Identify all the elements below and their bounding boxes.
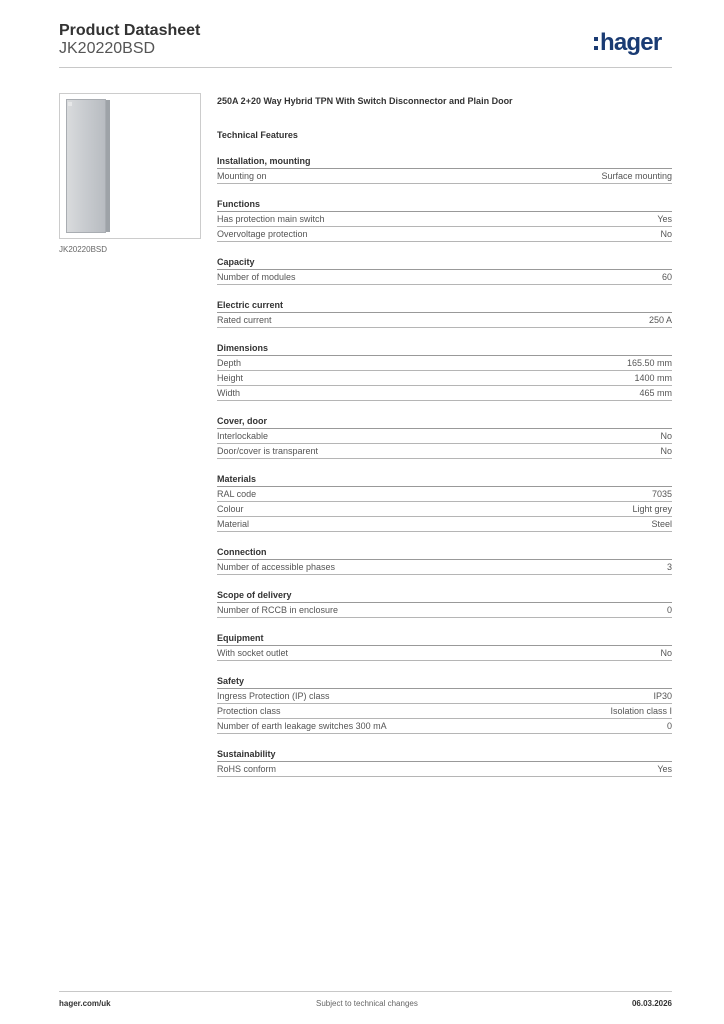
enclosure-hinge — [68, 102, 72, 106]
spec-value: 0 — [666, 721, 672, 731]
spec-row — [217, 487, 672, 502]
spec-value: No — [660, 229, 672, 239]
spec-section — [217, 474, 672, 532]
spec-value: 7035 — [651, 489, 672, 499]
image-caption: JK20220BSD — [59, 245, 108, 254]
spec-row — [217, 429, 672, 444]
spec-section — [217, 199, 672, 242]
product-code: JK20220BSD — [59, 40, 156, 57]
spec-section — [217, 257, 672, 285]
spec-section — [217, 156, 672, 184]
spec-row — [217, 603, 672, 618]
spec-value: 60 — [661, 272, 672, 282]
spec-row — [217, 517, 672, 532]
spec-label: Colour — [217, 504, 244, 514]
header-title: Product Datasheet — [59, 22, 201, 39]
section-heading: Cover, door — [217, 416, 672, 429]
spec-section — [217, 416, 672, 459]
spec-panel — [217, 96, 672, 777]
spec-row — [217, 704, 672, 719]
spec-section — [217, 676, 672, 734]
spec-row — [217, 502, 672, 517]
spec-label: Overvoltage protection — [217, 229, 308, 239]
spec-row — [217, 719, 672, 734]
spec-section — [217, 590, 672, 618]
spec-section — [217, 300, 672, 328]
spec-value: 250 A — [648, 315, 672, 325]
spec-label: Number of earth leakage switches 300 mA — [217, 721, 387, 731]
section-heading: Functions — [217, 199, 672, 212]
spec-row — [217, 646, 672, 661]
footer-notice: Subject to technical changes — [316, 999, 418, 1008]
spec-row — [217, 169, 672, 184]
spec-label: With socket outlet — [217, 648, 289, 658]
technical-features-heading: Technical Features — [217, 130, 298, 140]
spec-value: Light grey — [632, 504, 672, 514]
spec-value: IP30 — [653, 691, 672, 701]
spec-row — [217, 356, 672, 371]
spec-label: RoHS conform — [217, 764, 277, 774]
spec-value: No — [660, 648, 672, 658]
spec-value: 3 — [666, 562, 672, 572]
product-title: 250A 2+20 Way Hybrid TPN With Switch Disconnector and Plain Door — [217, 96, 513, 106]
footer-website: hager.com/uk — [59, 999, 111, 1008]
spec-value: 165.50 mm — [626, 358, 672, 368]
spec-label: Ingress Protection (IP) class — [217, 691, 330, 701]
spec-value: Isolation class I — [610, 706, 672, 716]
spec-label: Rated current — [217, 315, 272, 325]
spec-row — [217, 444, 672, 459]
spec-label: Has protection main switch — [217, 214, 325, 224]
spec-label: Number of modules — [217, 272, 296, 282]
enclosure-side — [106, 100, 110, 232]
footer-divider — [59, 991, 672, 992]
spec-row — [217, 270, 672, 285]
spec-value: Yes — [657, 214, 672, 224]
spec-value: Yes — [657, 764, 672, 774]
section-heading: Scope of delivery — [217, 590, 672, 603]
spec-row — [217, 762, 672, 777]
spec-section — [217, 547, 672, 575]
section-heading: Installation, mounting — [217, 156, 672, 169]
spec-row — [217, 313, 672, 328]
spec-row — [217, 212, 672, 227]
spec-row — [217, 386, 672, 401]
section-heading: Equipment — [217, 633, 672, 646]
spec-sections — [217, 156, 672, 777]
logo-wordmark: hager — [600, 29, 662, 56]
hager-logo — [594, 28, 661, 58]
spec-label: Width — [217, 388, 241, 398]
section-heading: Connection — [217, 547, 672, 560]
header-divider — [59, 67, 672, 68]
spec-label: Number of accessible phases — [217, 562, 336, 572]
section-heading: Capacity — [217, 257, 672, 270]
spec-value: No — [660, 431, 672, 441]
section-heading: Sustainability — [217, 749, 672, 762]
enclosure-picture — [66, 99, 106, 233]
spec-label: Depth — [217, 358, 242, 368]
spec-section — [217, 633, 672, 661]
spec-row — [217, 689, 672, 704]
section-heading: Dimensions — [217, 343, 672, 356]
spec-section — [217, 749, 672, 777]
section-heading: Safety — [217, 676, 672, 689]
spec-value: No — [660, 446, 672, 456]
spec-value: 1400 mm — [634, 373, 672, 383]
spec-label: Interlockable — [217, 431, 269, 441]
section-heading: Materials — [217, 474, 672, 487]
spec-row — [217, 560, 672, 575]
spec-value: 0 — [666, 605, 672, 615]
footer-date: 06.03.2026 — [631, 999, 672, 1008]
section-heading: Electric current — [217, 300, 672, 313]
spec-row — [217, 371, 672, 386]
spec-label: Mounting on — [217, 171, 267, 181]
spec-label: Protection class — [217, 706, 281, 716]
spec-label: RAL code — [217, 489, 257, 499]
spec-label: Material — [217, 519, 250, 529]
spec-row — [217, 227, 672, 242]
spec-section — [217, 343, 672, 401]
spec-value: Steel — [651, 519, 672, 529]
logo-dots-icon — [594, 37, 598, 50]
spec-value: Surface mounting — [601, 171, 672, 181]
spec-label: Door/cover is transparent — [217, 446, 319, 456]
spec-label: Height — [217, 373, 244, 383]
spec-value: 465 mm — [639, 388, 672, 398]
spec-label: Number of RCCB in enclosure — [217, 605, 339, 615]
product-image — [59, 93, 201, 239]
